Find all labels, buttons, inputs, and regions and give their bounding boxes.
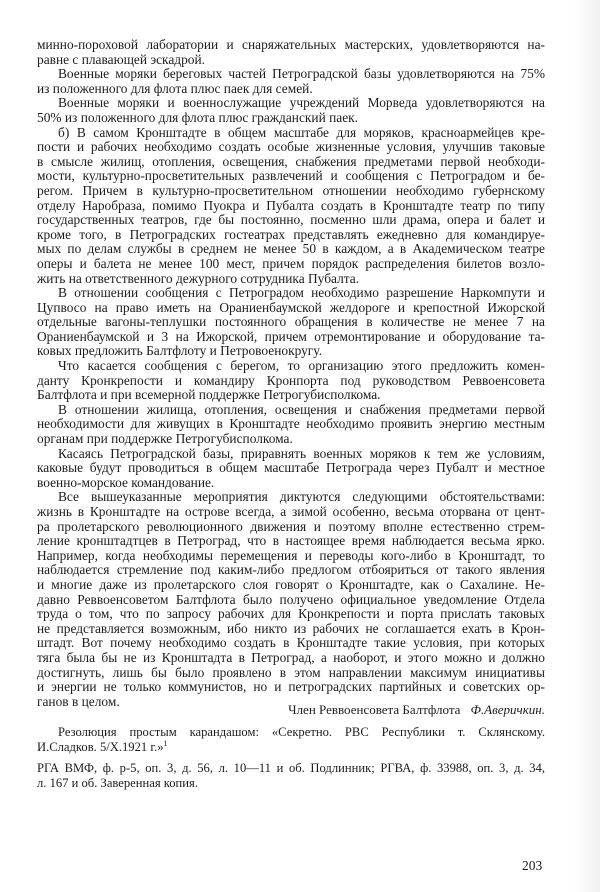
text-line: ганов в целом.	[37, 693, 120, 709]
text-line: оперы и балета не менее 100 мест, причем порядок распределения билетов возло-	[37, 255, 545, 271]
resolution-text: И.Сладков. 5/X.1921 г.»	[37, 739, 164, 754]
text-line: данту Кронкрепости и командиру Кронпорта под руководством Реввоенсовета	[37, 372, 545, 388]
text-line: и многие даже из пролетарского слоя говорят о Кронштадте, как о Сахалине. Не-	[37, 576, 545, 592]
scan-edge-shadow	[572, 0, 600, 892]
page-number: 203	[522, 858, 543, 873]
footnote-mark: 1	[163, 738, 168, 748]
paragraph	[37, 490, 545, 709]
text-line: Ораниенбаумской и 3 на Ижорской, причем отремонтирование и оборудование та-	[37, 328, 545, 344]
text-line: пости и рабочих необходимо создать особые жизненные условия, улучшив таковые	[37, 139, 545, 155]
text-line: В отношении жилища, отопления, освещения и снабжения предметами первой	[58, 401, 545, 417]
text-line: в смысле жилищ, отопления, освещения, снабжения предметами первой необходи-	[37, 153, 545, 169]
paragraph	[37, 447, 545, 491]
text-line: Балтфлота и при всемерной поддержке Петрогубисполкома.	[37, 387, 381, 403]
paragraph	[37, 403, 545, 447]
text-line: наблюдается стремление под каким-либо предлогом отбояриться от такого явления	[37, 562, 545, 578]
text-line: давно Реввоенсоветом Балтфлота было получено официальное уведомление Отдела	[37, 591, 545, 607]
resolution-note	[37, 725, 545, 754]
text-line: достигнуть, лишь бы было проявлено в этом направлении максимум инициативы	[37, 664, 545, 680]
text-line: необходимости для живущих в Кронштадте необходимо проявить энергию местным	[37, 416, 545, 432]
text-line: ковых предложить Балтфлоту и Петровоенокругу.	[37, 343, 322, 359]
source-line: л. 167 и об. Заверенная копия.	[37, 775, 198, 790]
body-text	[37, 38, 545, 709]
text-line: и энергии не только коммунистов, но и петроградских партийных и советских ор-	[37, 679, 545, 695]
text-line: военно-морское командование.	[37, 474, 215, 490]
text-line: государственных театров, где бы постоянно, посменно шли драма, опера и балет и	[37, 212, 545, 228]
paragraph	[37, 38, 545, 67]
text-line: не представляется возможным, ибо никто из рабочих не соглашается ехать в Крон-	[37, 620, 545, 636]
text-line: ра пролетарского революционного движения и поэтому вполне естественно стрем-	[37, 518, 545, 534]
text-line: 50% из положенного для флота плюс гражданский паек.	[37, 109, 359, 125]
text-line: отделу Наробраза, помимо Пуокра и Пубалта создать в Кронштадте театр по типу	[37, 197, 545, 213]
paragraph	[37, 126, 545, 287]
signature	[37, 702, 545, 718]
text-line: отдельные вагоны-теплушки постоянного обращения в количестве не менее 7 на	[37, 314, 545, 330]
signature-name: Ф.Аверичкин.	[470, 702, 545, 717]
text-line: Все вышеуказанные мероприятия диктуются следующими обстоятельствами:	[58, 489, 545, 505]
text-line: равне с плавающей эскадрой.	[37, 51, 206, 67]
text-line: штадт. Вот почему необходимо создать в Кронштадте такие условия, при которых	[37, 635, 545, 651]
text-line: из положенного для флота плюс паек для семей.	[37, 80, 313, 96]
text-line: б) В самом Кронштадте в общем масштабе для моряков, красноармейцев кре-	[58, 124, 545, 140]
paragraph	[37, 96, 545, 125]
text-line: Цупвосо на право иметь на Ораниенбаумской желдороге и крепостной Ижорской	[37, 299, 545, 315]
text-line: Военные моряки береговых частей Петроградской базы удовлетворяются на 75%	[58, 66, 545, 82]
signature-title: Член Реввоенсовета Балтфлота	[288, 702, 461, 717]
text-line: тяга была бы не из Кронштадта в Петроград, а наоборот, и этого можно и должно	[37, 649, 545, 665]
text-line: труда о том, что по запросу рабочих для Кронкрепости и порта прислать таковых	[37, 606, 545, 622]
text-line: минно-пороховой лаборатории и снаряжательных мастерских, удовлетворяются на-	[37, 37, 545, 52]
archive-source	[37, 761, 545, 790]
text-line: Например, когда необходимы перемещения и переводы кого-либо в Кронштадт, то	[37, 547, 545, 563]
paragraph	[37, 286, 545, 359]
text-line: кроме того, в Петроградских гостеатрах представлять ежедневно для командируе-	[37, 226, 545, 242]
paragraph	[37, 67, 545, 96]
text-line: каковые будут проводиться в общем масштабе Петрограда через Пубалт и местное	[37, 460, 545, 476]
text-line: жить на ответственного дежурного сотрудника Пубалта.	[37, 270, 360, 286]
text-line: жизнь в Кронштадте на острове всегда, а зимой особенно, весьма оторвана от цент-	[37, 504, 545, 519]
text-line: мости, культурно-просветительных развлечений и сообщения с Петроградом и бе-	[37, 168, 545, 184]
text-line: органам при поддержке Петрогубисполкома.	[37, 431, 293, 447]
resolution-line	[37, 740, 545, 755]
text-line: Что касается сообщения с берегом, то организацию этого предложить комен-	[58, 358, 545, 374]
text-line: регом. Причем в культурно-просветительном отношении необходимо губернскому	[37, 182, 545, 198]
text-line: Военные моряки и военнослужащие учреждений Морведа удовлетворяются на	[58, 95, 545, 111]
paragraph	[37, 359, 545, 403]
text-line: мых по делам службы в среднем не менее 50 в каждом, а в Академическом театре	[37, 241, 545, 257]
source-line: РГА ВМФ, ф. р-5, оп. 3, д. 56, л. 10—11 и об. Подлинник; РГВА, ф. 33988, оп. 3, д. 34,	[37, 761, 545, 775]
text-line: ление кронштадтцев в Петроград, что в настоящее время наблюдается весьма ярко.	[37, 533, 545, 549]
text-line: Касаясь Петроградской базы, приравнять военных моряков к тем же условиям,	[58, 445, 545, 461]
resolution-line: Резолюция простым карандашом: «Секретно. РВС Республики т. Склянскому.	[58, 725, 545, 739]
text-line: В отношении сообщения с Петроградом необходимо разрешение Наркомпути и	[58, 285, 545, 301]
